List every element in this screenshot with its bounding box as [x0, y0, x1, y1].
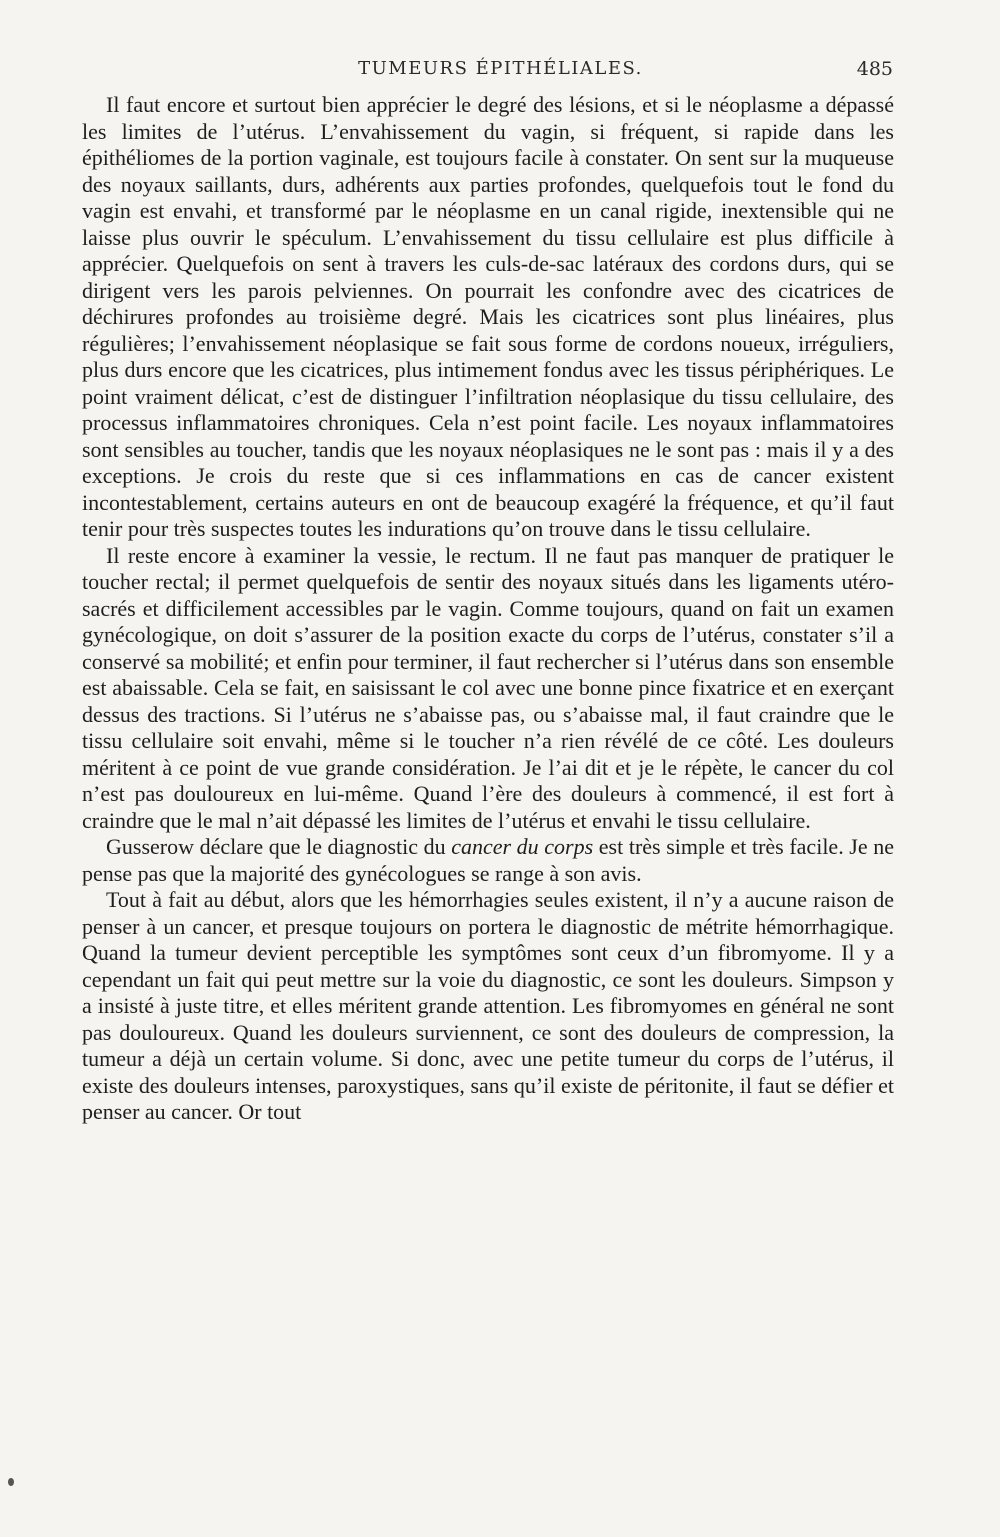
paragraph [82, 834, 894, 887]
italic-term: cancer du corps [451, 834, 594, 859]
page-header [108, 58, 893, 86]
paragraph-text-start: Gusserow déclare que le diagnostic du [106, 834, 452, 859]
paragraph [82, 543, 894, 835]
paragraph-text: Il reste encore à examiner la vessie, le rectum. Il ne faut pas manquer de pratiquer le toucher rectal; il permet quelquefois de sentir des noyaux situés dans les ligaments utéro-sacrés et difficilement accessibles par le vagin. Comme toujours, quand on fait un examen gynécologique, on doit s’assurer de la position exacte du corps de l’utérus, constater s’il a conservé sa mobilité; et enfin pour terminer, il faut rechercher si l’utérus dans son ensemble est abaissable. Cela se fait, en saisissant le col avec une bonne pince fixatrice et en exerçant dessus des tractions. Si l’utérus ne s’abaisse pas, ou s’abaisse mal, il faut craindre que le tissu cellulaire soit envahi, même si le toucher n’a rien révélé de ce côté. Les douleurs méritent à ce point de vue grande considération. Je l’ai dit et je le répète, le cancer du col n’est pas douloureux en lui-même. Quand l’ère des douleurs à commencé, il est fort à craindre que le mal n’ait dépassé les limites de l’utérus et envahi le tissu cellulaire. [82, 542, 894, 833]
paragraph-text-end: est très simple et très facile. Je ne pense pas que la majorité des gynécologues se range à son avis. [82, 834, 894, 886]
page-number: 485 [856, 58, 893, 80]
running-title: TUMEURS ÉPITHÉLIALES. [358, 58, 643, 79]
margin-mark [8, 1478, 14, 1486]
body-text [82, 92, 894, 1126]
paragraph: Il faut encore et surtout bien apprécier le degré des lésions, et si le néoplasme a dépassé les limites de l’utérus. L’envahissement du vagin, si fréquent, si rapide dans les épithéliomes de la portion vaginale, est toujours facile à constater. On sent sur la muqueuse des noyaux saillants, durs, adhérents aux parties profondes, quelquefois tout le fond du vagin est envahi, et transformé par le néoplasme en un canal rigide, inextensible qui ne laisse plus ouvrir le spéculum. L’envahissement du tissu cellulaire est plus difficile à apprécier. Quelquefois on sent à travers les culs-de-sac latéraux des cordons durs, qui se dirigent vers les parois pelviennes. On pourrait les confondre avec des cicatrices de déchirures profondes au troisième degré. Mais les cicatrices sont plus linéaires, plus régulières; l’envahissement néoplasique se fait sous forme de cordons noueux, irréguliers, plus durs encore que les cicatrices, plus intimement fondus avec les tissus périphériques. Le point vraiment délicat, c’est de distinguer l’infiltration néoplasique du tissu cellulaire, des processus inflammatoires chroniques. Cela n’est point facile. Les noyaux inflammatoires sont sensibles au toucher, tandis que les noyaux néoplasiques ne le sont pas : mais il y a des exceptions. Je crois du reste que si ces inflammations en cas de cancer existent incontestablement, certains auteurs en ont de beaucoup exagéré la fréquence, et qu’il faut tenir pour très suspectes toutes les indurations qu’on trouve dans le tissu cellulaire. [82, 92, 894, 541]
paragraph: Tout à fait au début, alors que les hémorrhagies seules existent, il n’y a aucune raison de penser à un cancer, et presque toujours on portera le diagnostic de métrite hémorrhagique. Quand la tumeur devient perceptible les symptômes sont ceux d’un fibromyome. Il y a cependant un fait qui peut mettre sur la voie du diagnostic, ce sont les douleurs. Simpson y a insisté à juste titre, et elles méritent grande attention. Les fibromyomes en général ne sont pas douloureux. Quand les douleurs surviennent, ce sont des douleurs de compression, la tumeur a déjà un certain volume. Si donc, avec une petite tumeur du corps de l’utérus, il existe des douleurs intenses, paroxystiques, sans qu’il existe de péritonite, il faut se défier et penser au cancer. Or tout [82, 887, 894, 1124]
